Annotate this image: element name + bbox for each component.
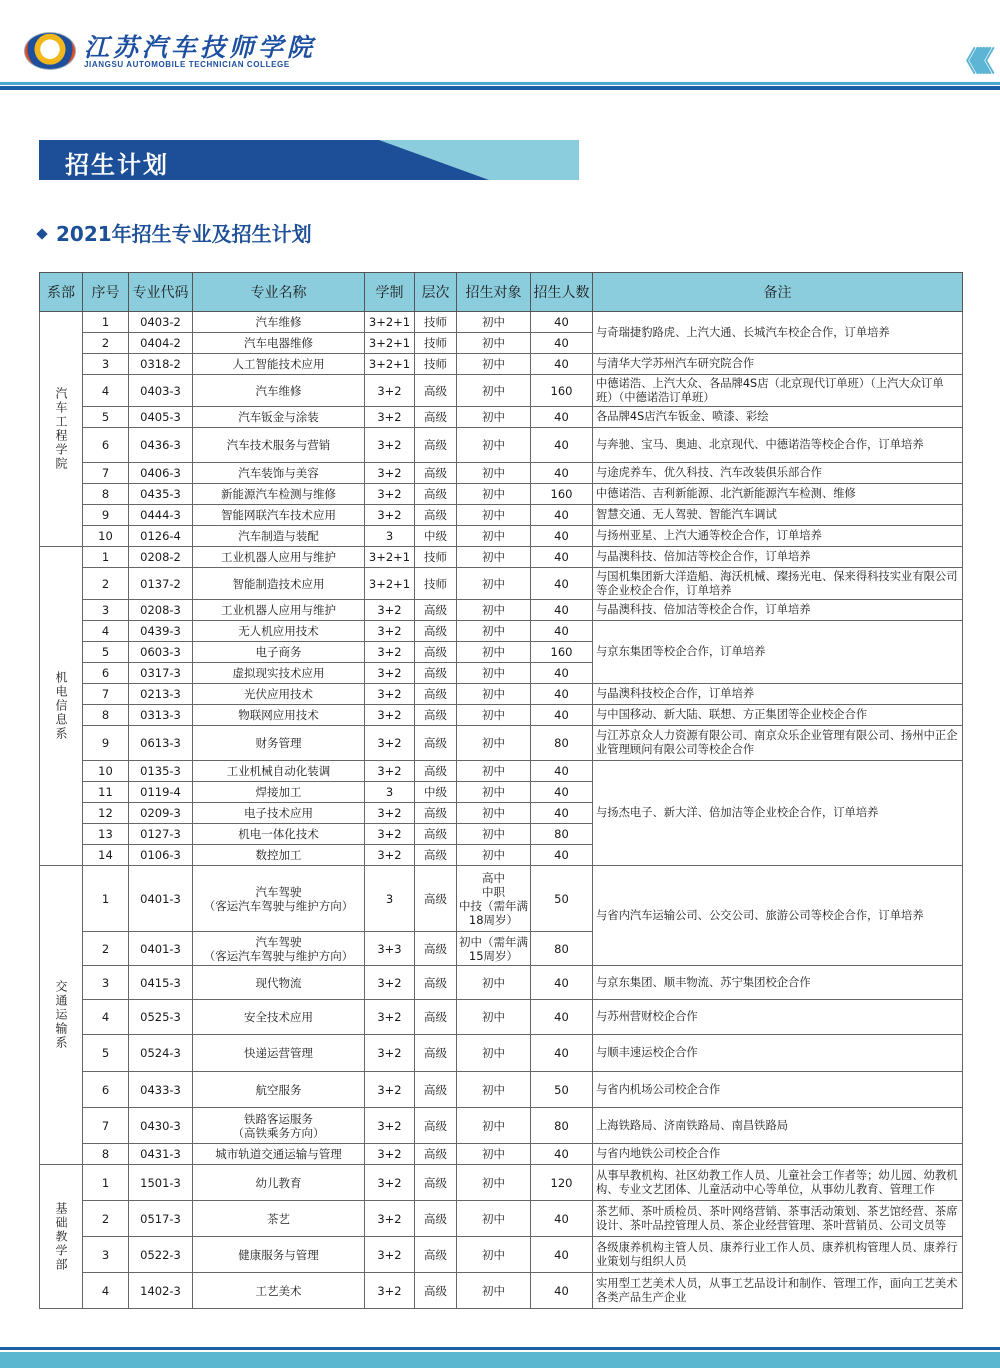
table-row: 机电信息系 1 0208-2 工业机器人应用与维护 3+2+1 技师 初中 40 与晶澳科技、倍加洁等校企合作，订单培养 xyxy=(40,547,963,568)
table-row: 7 0430-3 铁路客运服务 （高铁乘务方向） 3+2 高级 初中 80 上海铁路局、济南铁路局、南昌铁路局 xyxy=(40,1108,963,1144)
table-row: 5 0603-3 电子商务 3+2 高级 初中 160 xyxy=(40,642,963,663)
table-row: 2 0137-2 智能制造技术应用 3+2+1 技师 初中 40 与国机集团新大洋造船、海沃机械、璨扬光电、保来得科技实业有限公司等企业校企合作，订单培养 xyxy=(40,568,963,600)
table-row: 8 0313-3 物联网应用技术 3+2 高级 初中 40 与中国移动、新大陆、联想、方正集团等企业校企合作 xyxy=(40,705,963,726)
table-row: 2 0404-2 汽车电器维修 3+2+1 技师 初中 40 xyxy=(40,333,963,354)
table-row: 7 0213-3 光伏应用技术 3+2 高级 初中 40 与晶澳科技校企合作，订单培养 xyxy=(40,684,963,705)
remark-cell: 与奇瑞捷豹路虎、上汽大通、长城汽车校企合作，订单培养 xyxy=(593,312,963,354)
college-name-en: JIANGSU AUTOMOBILE TECHNICIAN COLLEGE xyxy=(84,60,290,69)
table-row: 14 0106-3 数控加工 3+2 高级 初中 40 xyxy=(40,845,963,866)
table-row: 8 0431-3 城市轨道交通运输与管理 3+2 高级 初中 40 与省内地铁公司校企合作 xyxy=(40,1144,963,1165)
col-header-remark: 备注 xyxy=(593,273,963,312)
table-row: 交通运输系 1 0401-3 汽车驾驶 （客运汽车驾驶与维护方向） 3 高级 高中 中职 中技（需年满 18周岁） 50 与省内汽车运输公司、公交公司、旅游公司等校企合作，订单培养 xyxy=(40,866,963,932)
dept-cell: 机电信息系 xyxy=(40,547,83,866)
remark-cell: 与清华大学苏州汽车研究院合作 xyxy=(593,354,963,375)
col-header-years: 学制 xyxy=(365,273,415,312)
dept-cell: 基础教学部 xyxy=(40,1165,83,1309)
table-row: 3 0415-3 现代物流 3+2 高级 初中 40 与京东集团、顺丰物流、苏宁集团校企合作 xyxy=(40,966,963,1000)
remark-cell: 与晶澳科技、倍加洁等校企合作，订单培养 xyxy=(593,600,963,621)
remark-cell: 与晶澳科技、倍加洁等校企合作，订单培养 xyxy=(593,547,963,568)
table-row: 基础教学部 1 1501-3 幼儿教育 3+2 高级 初中 120 从事早教机构、社区幼教工作人员、儿童社会工作者等；幼儿园、幼教机构、专业文艺团体、儿童活动中心等单位，从事幼儿教育、管理工作 xyxy=(40,1165,963,1201)
remark-cell: 与顺丰速运校企合作 xyxy=(593,1035,963,1072)
section-banner xyxy=(39,140,579,180)
subtitle-text: 2021年招生专业及招生计划 xyxy=(56,222,312,246)
col-header-major: 专业名称 xyxy=(193,273,365,312)
dept-cell: 交通运输系 xyxy=(40,866,83,1165)
table-row: 3 0318-2 人工智能技术应用 3+2+1 技师 初中 40 与清华大学苏州汽车研究院合作 xyxy=(40,354,963,375)
remark-cell: 与途虎养车、优久科技、汽车改装俱乐部合作 xyxy=(593,463,963,484)
college-logo xyxy=(24,32,76,70)
table-row: 3 0208-3 工业机器人应用与维护 3+2 高级 初中 40 与晶澳科技、倍加洁等校企合作，订单培养 xyxy=(40,600,963,621)
enrollment-table xyxy=(39,272,963,1309)
table-row: 4 0439-3 无人机应用技术 3+2 高级 初中 40 与京东集团等校企合作，订单培养 xyxy=(40,621,963,642)
remark-cell: 上海铁路局、济南铁路局、南昌铁路局 xyxy=(593,1108,963,1144)
remark-cell: 各级康养机构主管人员、康养行业工作人员、康养机构管理人员、康养行业策划与组织人员 xyxy=(593,1237,963,1273)
table-row: 11 0119-4 焊接加工 3 中级 初中 40 xyxy=(40,782,963,803)
remark-cell: 与苏州营财校企合作 xyxy=(593,1000,963,1035)
remark-cell: 与江苏京众人力资源有限公司、南京众乐企业管理有限公司、扬州中正企业管理顾问有限公司等校企合作 xyxy=(593,726,963,761)
table-row: 12 0209-3 电子技术应用 3+2 高级 初中 40 xyxy=(40,803,963,824)
table-row: 2 0517-3 茶艺 3+2 高级 初中 40 茶艺师、茶叶质检员、茶叶网络营销、茶事活动策划、茶艺馆经营、茶席设计、茶叶品控管理人员、茶企业经营管理、茶叶营销员、公司文员等 xyxy=(40,1201,963,1237)
table-header-row xyxy=(40,273,963,312)
remark-cell: 与省内机场公司校企合作 xyxy=(593,1072,963,1108)
remark-cell: 与京东集团等校企合作，订单培养 xyxy=(593,621,963,684)
remark-cell: 中德诺浩、上汽大众、各品牌4S店（北京现代订单班）（上汽大众订单班）（中德诺浩订单班） xyxy=(593,375,963,407)
remark-cell: 与扬州亚星、上汽大通等校企合作，订单培养 xyxy=(593,526,963,547)
remark-cell: 与京东集团、顺丰物流、苏宁集团校企合作 xyxy=(593,966,963,1000)
table-row: 4 1402-3 工艺美术 3+2 高级 初中 40 实用型工艺美术人员，从事工艺品设计和制作、管理工作，面向工艺美术各类产品生产企业 xyxy=(40,1273,963,1309)
col-header-count: 招生人数 xyxy=(531,273,593,312)
table-row: 6 0436-3 汽车技术服务与营销 3+2 高级 初中 40 与奔驰、宝马、奥迪、北京现代、中德诺浩等校企合作，订单培养 xyxy=(40,428,963,463)
col-header-dept: 系部 xyxy=(40,273,83,312)
remark-cell: 实用型工艺美术人员，从事工艺品设计和制作、管理工作，面向工艺美术各类产品生产企业 xyxy=(593,1273,963,1309)
table-row: 8 0435-3 新能源汽车检测与维修 3+2 高级 初中 160 中德诺浩、吉利新能源、北汽新能源汽车检测、维修 xyxy=(40,484,963,505)
dept-cell: 汽车工程学院 xyxy=(40,312,83,547)
table-row: 6 0317-3 虚拟现实技术应用 3+2 高级 初中 40 xyxy=(40,663,963,684)
remark-cell: 与奔驰、宝马、奥迪、北京现代、中德诺浩等校企合作，订单培养 xyxy=(593,428,963,463)
remark-cell: 与省内地铁公司校企合作 xyxy=(593,1144,963,1165)
table-row: 2 0401-3 汽车驾驶 （客运汽车驾驶与维护方向） 3+3 高级 初中（需年满 15周岁） 80 xyxy=(40,932,963,966)
header-decoration-arrows: 《《《《《《 xyxy=(951,45,984,78)
col-header-no: 序号 xyxy=(83,273,129,312)
table-row: 5 0405-3 汽车钣金与涂装 3+2 高级 初中 40 各品牌4S店汽车钣金、喷漆、彩绘 xyxy=(40,407,963,428)
table-row: 汽车工程学院 1 0403-2 汽车维修 3+2+1 技师 初中 40 与奇瑞捷豹路虎、上汽大通、长城汽车校企合作，订单培养 xyxy=(40,312,963,333)
page-header xyxy=(0,0,1000,90)
header-divider-dark xyxy=(0,86,1000,90)
table-row: 4 0525-3 安全技术应用 3+2 高级 初中 40 与苏州营财校企合作 xyxy=(40,1000,963,1035)
table-row: 6 0433-3 航空服务 3+2 高级 初中 50 与省内机场公司校企合作 xyxy=(40,1072,963,1108)
college-name-cn: 江苏汽车技师学院 xyxy=(84,33,317,62)
remark-cell: 与晶澳科技校企合作，订单培养 xyxy=(593,684,963,705)
remark-cell: 从事早教机构、社区幼教工作人员、儿童社会工作者等；幼儿园、幼教机构、专业文艺团体、儿童活动中心等单位，从事幼儿教育、管理工作 xyxy=(593,1165,963,1201)
remark-cell: 中德诺浩、吉利新能源、北汽新能源汽车检测、维修 xyxy=(593,484,963,505)
table-row: 10 0126-4 汽车制造与装配 3 中级 初中 40 与扬州亚星、上汽大通等校企合作，订单培养 xyxy=(40,526,963,547)
remark-cell: 智慧交通、无人驾驶、智能汽车调试 xyxy=(593,505,963,526)
enrollment-table-wrap xyxy=(39,272,962,1309)
table-row: 5 0524-3 快递运营管理 3+2 高级 初中 40 与顺丰速运校企合作 xyxy=(40,1035,963,1072)
table-row: 4 0403-3 汽车维修 3+2 高级 初中 160 中德诺浩、上汽大众、各品牌4S店（北京现代订单班）（上汽大众订单班）（中德诺浩订单班） xyxy=(40,375,963,407)
col-header-code: 专业代码 xyxy=(129,273,193,312)
remark-cell: 茶艺师、茶叶质检员、茶叶网络营销、茶事活动策划、茶艺馆经营、茶席设计、茶叶品控管理人员、茶企业经营管理、茶叶营销员、公司文员等 xyxy=(593,1201,963,1237)
table-row: 7 0406-3 汽车装饰与美容 3+2 高级 初中 40 与途虎养车、优久科技、汽车改装俱乐部合作 xyxy=(40,463,963,484)
remark-cell: 与中国移动、新大陆、联想、方正集团等企业校企合作 xyxy=(593,705,963,726)
remark-cell: 与国机集团新大洋造船、海沃机械、璨扬光电、保来得科技实业有限公司等企业校企合作，订单培养 xyxy=(593,568,963,600)
footer-bar xyxy=(0,1352,1000,1368)
table-row: 10 0135-3 工业机械自动化装调 3+2 高级 初中 40 与扬杰电子、新大洋、倍加洁等企业校企合作，订单培养 xyxy=(40,761,963,782)
footer-divider xyxy=(0,1347,1000,1350)
remark-cell: 各品牌4S店汽车钣金、喷漆、彩绘 xyxy=(593,407,963,428)
table-row: 9 0613-3 财务管理 3+2 高级 初中 80 与江苏京众人力资源有限公司、南京众乐企业管理有限公司、扬州中正企业管理顾问有限公司等校企合作 xyxy=(40,726,963,761)
table-row: 9 0444-3 智能网联汽车技术应用 3+2 高级 初中 40 智慧交通、无人驾驶、智能汽车调试 xyxy=(40,505,963,526)
section-title: 招生计划 xyxy=(65,151,169,179)
table-row: 3 0522-3 健康服务与管理 3+2 高级 初中 40 各级康养机构主管人员、康养行业工作人员、康养机构管理人员、康养行业策划与组织人员 xyxy=(40,1237,963,1273)
remark-cell: 与省内汽车运输公司、公交公司、旅游公司等校企合作，订单培养 xyxy=(593,866,963,966)
remark-cell: 与扬杰电子、新大洋、倍加洁等企业校企合作，订单培养 xyxy=(593,761,963,866)
diamond-bullet-icon xyxy=(36,228,47,239)
subtitle xyxy=(38,218,312,247)
col-header-target: 招生对象 xyxy=(457,273,531,312)
table-row: 13 0127-3 机电一体化技术 3+2 高级 初中 80 xyxy=(40,824,963,845)
header-divider-light xyxy=(0,82,1000,85)
col-header-level: 层次 xyxy=(415,273,457,312)
